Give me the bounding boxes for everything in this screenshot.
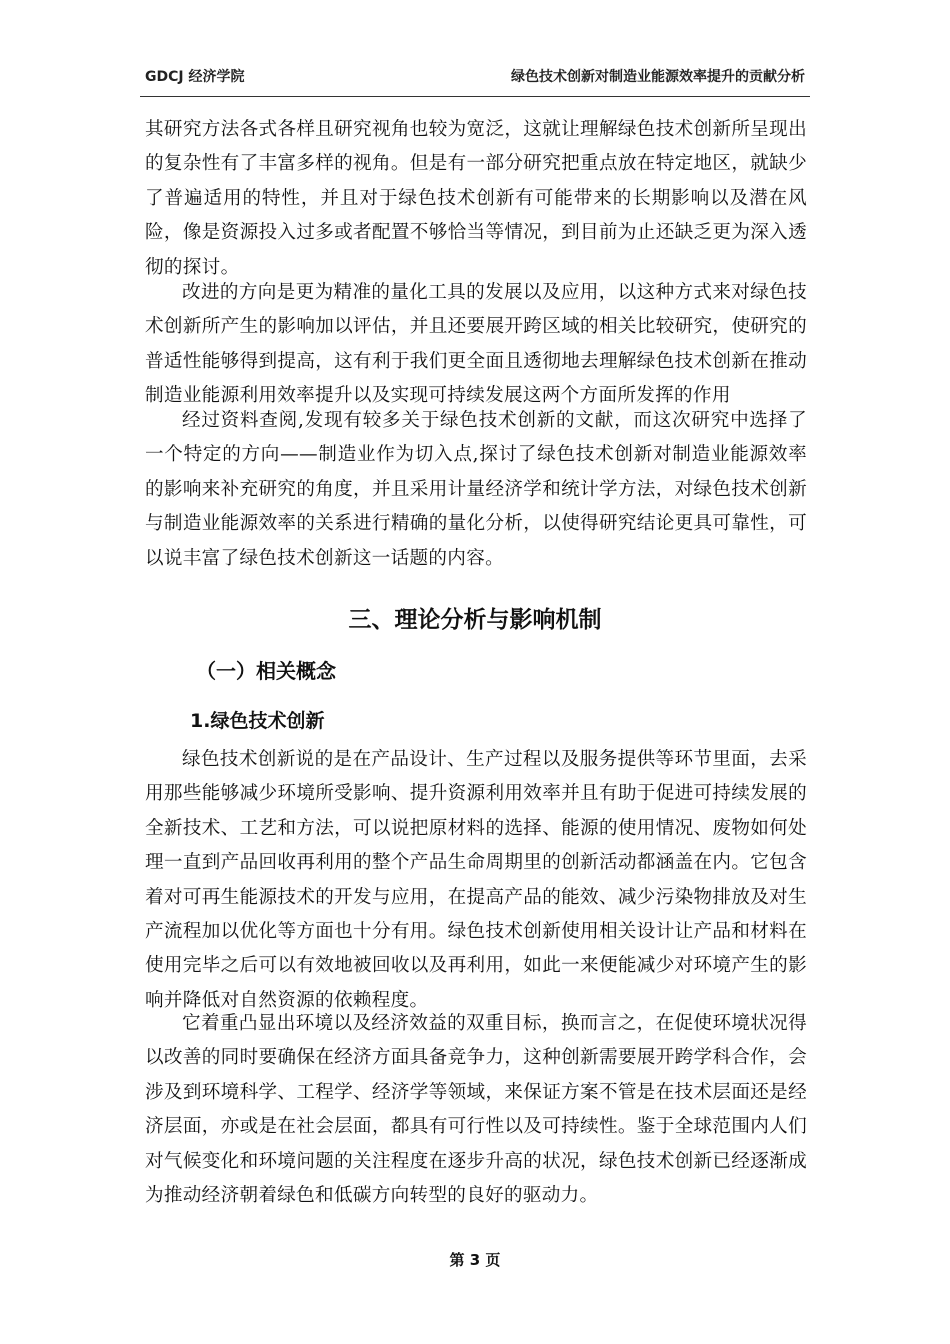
page-number: 第 3 页 [449, 1251, 501, 1269]
section-paragraph-2: 它着重凸显出环境以及经济效益的双重目标，换而言之，在促使环境状况得以改善的同时要确保在经济方面具备竞争力，这种创新需要展开跨学科合作，会涉及到环境科学、工程学、经济学等领域，来保证方案不管是在技术层面还是经济层面，亦或是在社会层面，都具有可行性以及可持续性。鉴于全球范围内人们对气候变化和环境问题的关注程度在逐步升高的状况，绿色技术创新已经逐渐成为推动经济朝着绿色和低碳方向转型的良好的驱动力。 [145, 1013, 807, 1207]
paragraph-2: 改进的方向是更为精准的量化工具的发展以及应用，以这种方式来对绿色技术创新所产生的影响加以评估，并且还要展开跨区域的相关比较研究，使研究的普适性能够得到提高，这有利于我们更全面且透彻地去理解绿色技术创新在推动制造业能源利用效率提升以及实现可持续发展这两个方面所发挥的作用 [145, 282, 807, 407]
header-title: 绿色技术创新对制造业能源效率提升的贡献分析 [511, 69, 805, 85]
page-header [145, 66, 805, 88]
header-school: GDCJ 经济学院 [145, 69, 245, 85]
section-title: 三、理论分析与影响机制 [348, 607, 602, 633]
paragraph-3: 经过资料查阅,发现有较多关于绿色技术创新的文献，而这次研究中选择了一个特定的方向——制造业作为切入点,探讨了绿色技术创新对制造业能源效率的影响来补充研究的角度，并且采用计量经济学和统计学方法，对绿色技术创新与制造业能源效率的关系进行精确的量化分析，以使得研究结论更具可靠性，可以说丰富了绿色技术创新这一话题的内容。 [145, 410, 807, 569]
header-divider [140, 96, 810, 97]
paragraph-1: 其研究方法各式各样且研究视角也较为宽泛，这就让理解绿色技术创新所呈现出的复杂性有了丰富多样的视角。但是有一部分研究把重点放在特定地区，就缺少了普遍适用的特性，并且对于绿色技术创新有可能带来的长期影响以及潜在风险，像是资源投入过多或者配置不够恰当等情况，到目前为止还缺乏更为深入透彻的探讨。 [145, 119, 807, 278]
subsection-title: （一）相关概念 [196, 659, 336, 683]
section-paragraph-1: 绿色技术创新说的是在产品设计、生产过程以及服务提供等环节里面，去采用那些能够减少环境所受影响、提升资源利用效率并且有助于促进可持续发展的全新技术、工艺和方法，可以说把原材料的选择、能源的使用情况、废物如何处理一直到产品回收再利用的整个产品生命周期里的创新活动都涵盖在内。它包含着对可再生能源技术的开发与应用，在提高产品的能效、减少污染物排放及对生产流程加以优化等方面也十分有用。绿色技术创新使用相关设计让产品和材料在使用完毕之后可以有效地被回收以及再利用，如此一来便能减少对环境产生的影响并降低对自然资源的依赖程度。 [145, 749, 807, 1011]
subsubsection-title: 1.绿色技术创新 [190, 710, 325, 732]
